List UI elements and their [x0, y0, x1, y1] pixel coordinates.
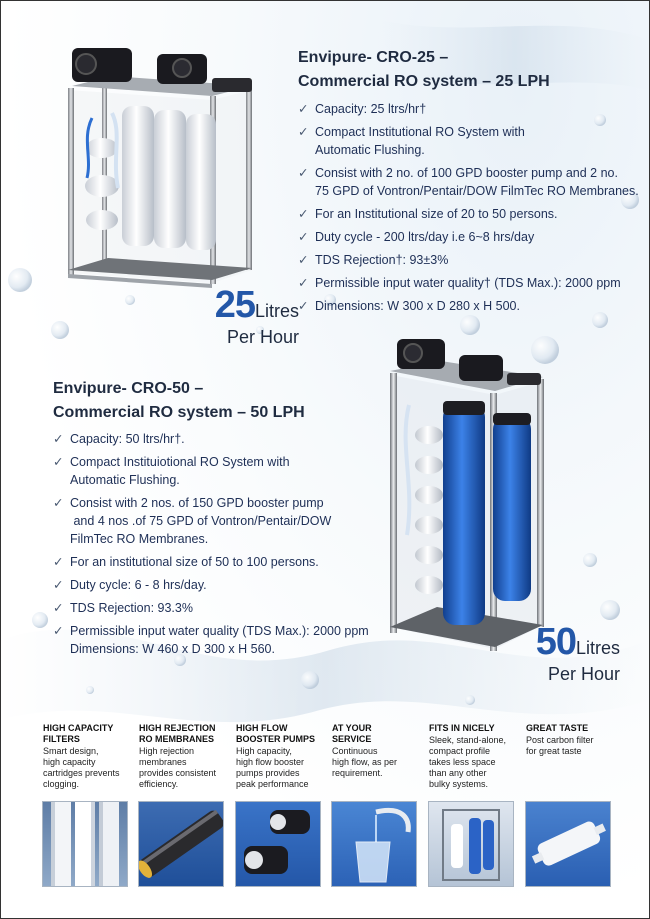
checkmark-icon: ✓ — [298, 276, 309, 290]
capacity-number: 50 — [535, 621, 576, 663]
checkmark-icon: ✓ — [298, 207, 309, 221]
checkmark-icon: ✓ — [298, 299, 309, 313]
cro-25-machine-image — [62, 38, 267, 288]
list-item: ✓ Compact Instituiotional RO System with Automatic Flushing. — [53, 455, 290, 487]
cro-25-feature-list — [298, 100, 643, 320]
cro-50-title-line2: Commercial RO system – 50 LPH — [53, 404, 305, 421]
checkmark-icon: ✓ — [53, 601, 64, 615]
feature-high-flow-booster-pumps: HIGH FLOW BOOSTER PUMPS High capacity, high flow booster pumps provides peak performance — [236, 723, 324, 790]
cro-25-capacity-label — [203, 284, 299, 348]
feature-title: HIGH REJECTION RO MEMBRANES — [139, 723, 216, 744]
list-item: ✓ TDS Rejection: 93.3% — [53, 601, 193, 615]
list-item: ✓ Capacity: 25 ltrs/hr† — [298, 102, 427, 116]
list-item: ✓ Compact Institutional RO System with Automatic Flushing. — [298, 125, 525, 157]
ro-membrane-thumbnail — [138, 801, 224, 887]
cro-50-feature-list — [53, 430, 383, 663]
feature-at-your-service: AT YOUR SERVICE Continuous high flow, as per requirement. — [332, 723, 420, 779]
list-item: ✓ TDS Rejection†: 93±3% — [298, 253, 449, 267]
carbon-filter-thumbnail — [525, 801, 611, 887]
checkmark-icon: ✓ — [53, 578, 64, 592]
list-item: ✓ Capacity: 50 ltrs/hr†. — [53, 432, 185, 446]
cro-25-title-line2: Commercial RO system – 25 LPH — [298, 73, 550, 90]
checkmark-icon: ✓ — [53, 624, 64, 638]
feature-high-capacity-filters: HIGH CAPACITY FILTERS Smart design, high capacity cartridges prevents clogging. — [43, 723, 131, 790]
checkmark-icon: ✓ — [53, 555, 64, 569]
cro-50-machine-image — [385, 335, 550, 653]
cro-25-title — [298, 46, 550, 94]
list-item: ✓ Permissible input water quality (TDS Max.): 2000 ppm Dimensions: W 460 x D 300 x H 560. — [53, 624, 369, 656]
cro-25-title-line1: Envipure- CRO-25 – — [298, 49, 449, 66]
checkmark-icon: ✓ — [298, 125, 309, 139]
list-item: ✓ Consist with 2 nos. of 150 GPD booster pump and 4 nos .of 75 GPD of Vontron/Pentair/DOW FilmTec RO Membranes. — [53, 496, 332, 546]
cro-50-capacity-label — [522, 621, 620, 685]
checkmark-icon: ✓ — [53, 432, 64, 446]
list-item: ✓ Dimensions: W 300 x D 280 x H 500. — [298, 299, 520, 313]
checkmark-icon: ✓ — [53, 455, 64, 469]
capacity-unit: Litres — [254, 301, 299, 321]
booster-pumps-thumbnail — [235, 801, 321, 887]
list-item: ✓ For an Institutional size of 20 to 50 persons. — [298, 207, 558, 221]
list-item: ✓ Duty cycle - 200 ltrs/day i.e 6~8 hrs/day — [298, 230, 535, 244]
capacity-per-hour: Per Hour — [226, 327, 299, 347]
checkmark-icon: ✓ — [53, 496, 64, 510]
feature-title: AT YOUR SERVICE — [332, 723, 372, 744]
feature-title: HIGH FLOW BOOSTER PUMPS — [236, 723, 316, 744]
feature-fits-in-nicely: FITS IN NICELY Sleek, stand-alone, compact profile takes less space than any other bulky systems. — [429, 723, 517, 790]
list-item: ✓ Duty cycle: 6 - 8 hrs/day. — [53, 578, 207, 592]
feature-high-rejection-membranes: HIGH REJECTION RO MEMBRANES High rejection membranes provides consistent efficiency. — [139, 723, 227, 790]
list-item: ✓ For an institutional size of 50 to 100 persons. — [53, 555, 319, 569]
capacity-unit: Litres — [575, 638, 620, 658]
checkmark-icon: ✓ — [298, 253, 309, 267]
checkmark-icon: ✓ — [298, 102, 309, 116]
feature-title: FITS IN NICELY — [429, 723, 495, 733]
filter-cartridges-thumbnail — [42, 801, 128, 887]
feature-title: HIGH CAPACITY FILTERS — [43, 723, 114, 744]
cro-50-title — [53, 377, 305, 425]
feature-great-taste: GREAT TASTE Post carbon filter for great taste — [526, 723, 614, 757]
checkmark-icon: ✓ — [298, 166, 309, 180]
checkmark-icon: ✓ — [298, 230, 309, 244]
list-item: ✓ Consist with 2 no. of 100 GPD booster pump and 2 no. 75 GPD of Vontron/Pentair/DOW FilmTec RO Membranes. — [298, 166, 639, 198]
cro-50-title-line1: Envipure- CRO-50 – — [53, 380, 204, 397]
capacity-number: 25 — [214, 284, 255, 326]
feature-title: GREAT TASTE — [526, 723, 589, 733]
list-item: ✓ Permissible input water quality† (TDS Max.): 2000 ppm — [298, 276, 621, 290]
compact-system-thumbnail — [428, 801, 514, 887]
water-glass-tap-thumbnail — [331, 801, 417, 887]
capacity-per-hour: Per Hour — [547, 664, 620, 684]
